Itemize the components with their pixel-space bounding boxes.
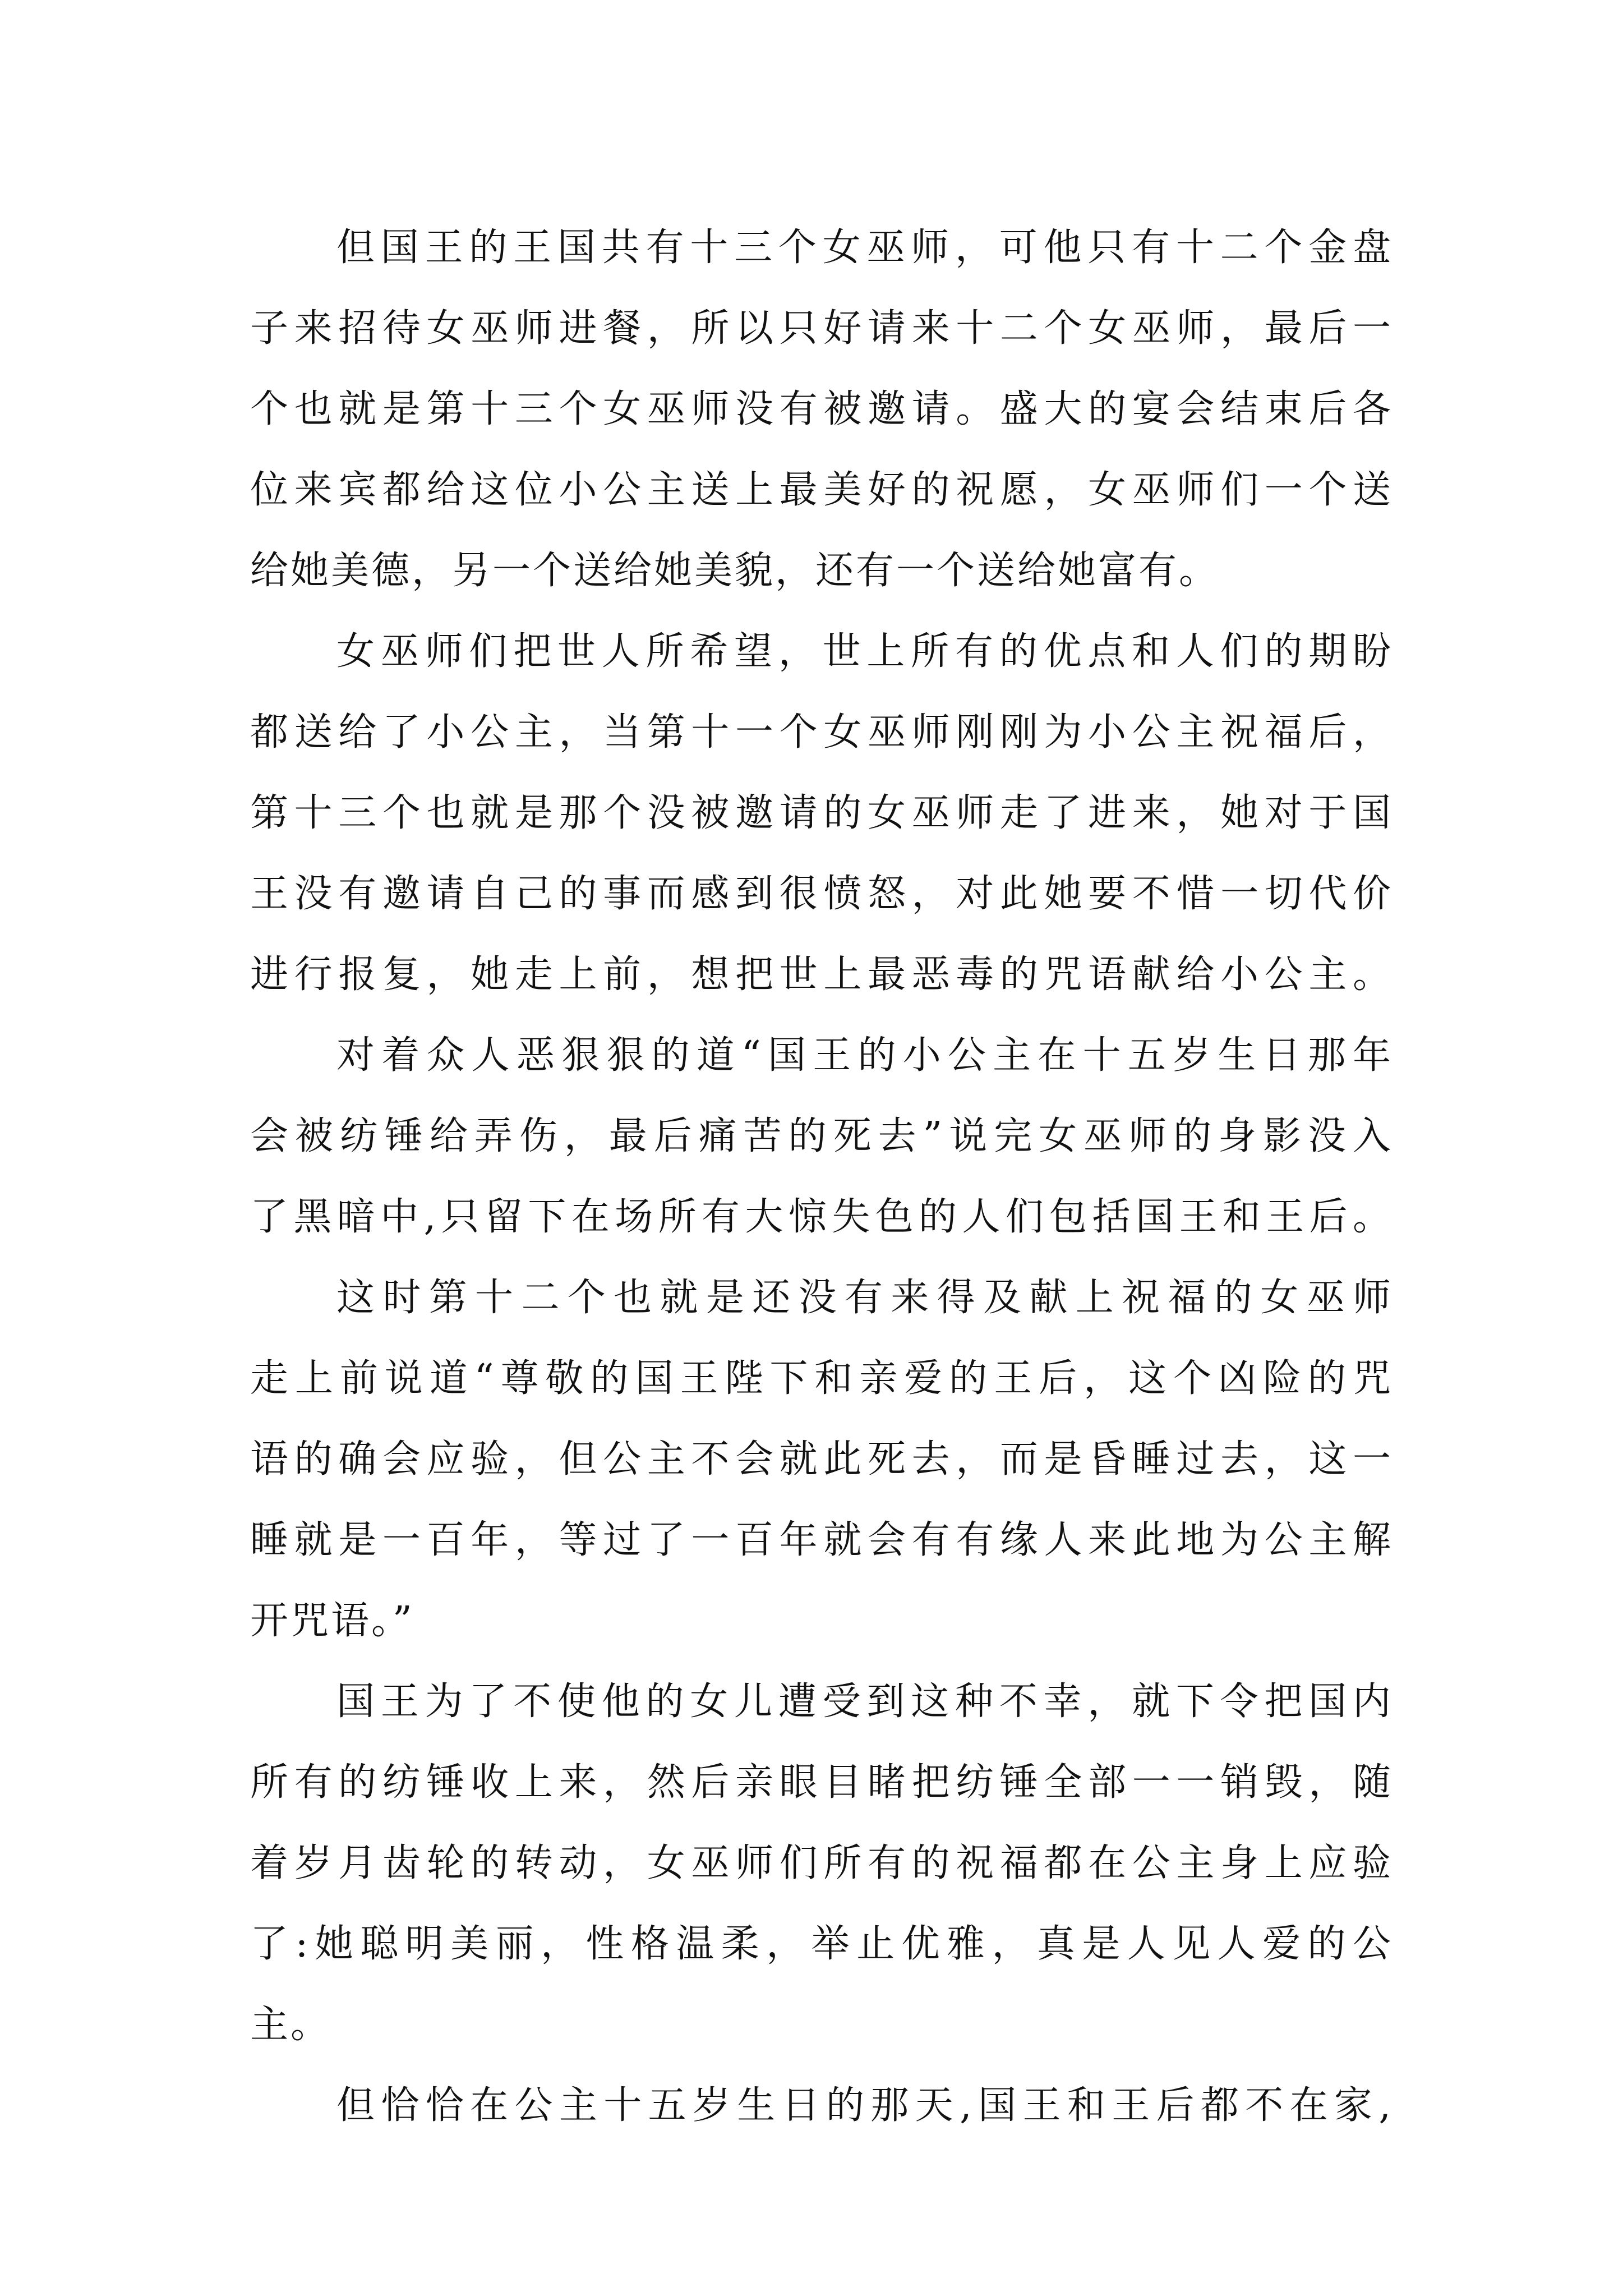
text-line: 主。 <box>250 2003 331 2047</box>
text-line: 会被纺锤给弄伤，最后痛苦的死去”说完女巫师的身影没入 <box>250 1114 1393 1158</box>
text-line: 女巫师们把世人所希望，世上所有的优点和人们的期盼 <box>336 629 1393 674</box>
text-line: 但恰恰在公主十五岁生日的那天,国王和王后都不在家, <box>336 2083 1393 2128</box>
text-line: 睡就是一百年，等过了一百年就会有有缘人来此地为公主解 <box>250 1518 1393 1562</box>
text-line: 着岁月齿轮的转动，女巫师们所有的祝福都在公主身上应验 <box>250 1841 1393 1885</box>
text-line: 走上前说道“尊敬的国王陛下和亲爱的王后，这个凶险的咒 <box>250 1356 1393 1401</box>
text-line: 开咒语。” <box>250 1599 414 1643</box>
text-line: 了黑暗中,只留下在场所有大惊失色的人们包括国王和王后。 <box>250 1195 1393 1239</box>
text-line: 子来招待女巫师进餐，所以只好请来十二个女巫师，最后一 <box>250 306 1393 351</box>
text-line: 了:她聪明美丽，性格温柔，举止优雅，真是人见人爱的公 <box>250 1922 1393 1966</box>
story-text <box>250 208 1393 2146</box>
text-line: 这时第十二个也就是还没有来得及献上祝福的女巫师 <box>336 1276 1393 1320</box>
text-line: 王没有邀请自己的事而感到很愤怒，对此她要不惜一切代价 <box>250 872 1393 916</box>
text-line: 给她美德，另一个送给她美貌，还有一个送给她富有。 <box>250 549 1220 593</box>
text-line: 所有的纺锤收上来，然后亲眼目睹把纺锤全部一一销毁，随 <box>250 1760 1393 1805</box>
text-line: 第十三个也就是那个没被邀请的女巫师走了进来，她对于国 <box>250 791 1393 835</box>
text-line: 进行报复，她走上前，想把世上最恶毒的咒语献给小公主。 <box>250 953 1393 997</box>
text-line: 位来宾都给这位小公主送上最美好的祝愿，女巫师们一个送 <box>250 468 1393 512</box>
text-line: 个也就是第十三个女巫师没有被邀请。盛大的宴会结束后各 <box>250 387 1393 431</box>
text-line: 但国王的王国共有十三个女巫师，可他只有十二个金盘 <box>336 226 1393 270</box>
text-line: 都送给了小公主，当第十一个女巫师刚刚为小公主祝福后， <box>250 710 1393 754</box>
text-line: 对着众人恶狠狠的道“国王的小公主在十五岁生日那年 <box>336 1033 1393 1078</box>
text-line: 国王为了不使他的女儿遭受到这种不幸，就下令把国内 <box>336 1680 1393 1724</box>
text-line: 语的确会应验，但公主不会就此死去，而是昏睡过去，这一 <box>250 1437 1393 1481</box>
